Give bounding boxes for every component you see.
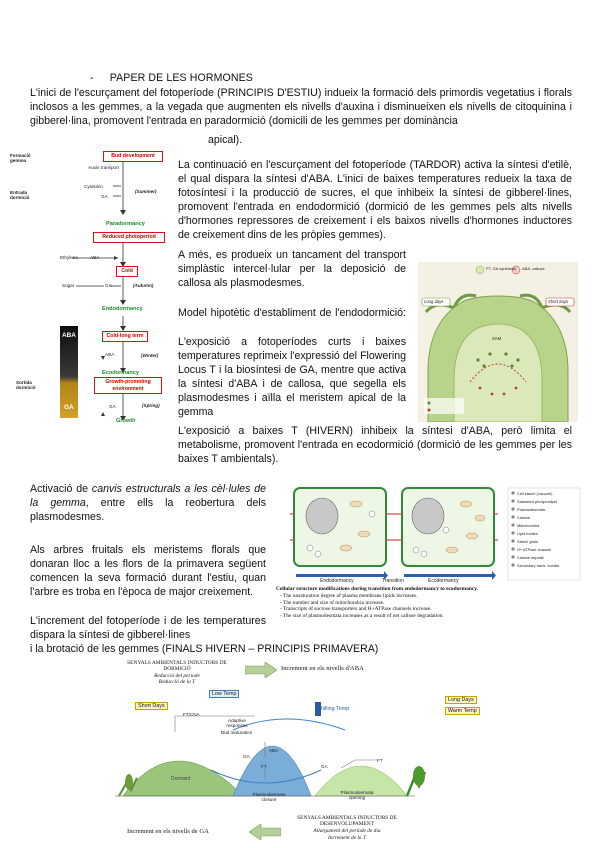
fig4-bottom-arrow (249, 824, 281, 840)
fig4-dormant-label: Dormant (171, 776, 191, 782)
cell-label-ecodormancy: Ecodormancy (428, 578, 459, 584)
fig4-ft-mid: FT/CNA (183, 712, 200, 717)
fig4-long-days: Long Days (445, 696, 477, 704)
bud-left-label: Long days (424, 299, 444, 304)
fig4-bottom-sub2: Increment de la T (328, 835, 366, 841)
box-reduced-photoperiod: Reduced photoperiod (93, 232, 165, 243)
paragraph-2: La continuació en l'escurçament del fotoperíode (TARDOR) activa la síntesi d'etilè, el qual dispara la síntesi d'ABA. L'inici de baixes temperatures redueix la taxa de fotosíntesi i la producció de sucres, el que inhibeix la síntesi de gibberel·lines, promovent l'entrada en endodormició (dormició de les gemmes pels alts nivells d'hormones repressores de creixement i els baixos nivells d'hormones inductores de creixement dins de les pròpies gemmes). (178, 159, 572, 242)
cell-legend-item: Mitochondria (517, 523, 540, 528)
label-aba-2: ABA (105, 352, 115, 357)
bud-sam-label: SAM (492, 336, 502, 341)
cell-label-endodormancy: Endodormancy (320, 578, 354, 584)
cell-legend-item: Plasmodesmata (517, 507, 545, 512)
cell-label-transition: Transition (382, 578, 404, 584)
label-summer: (Summer) (135, 189, 157, 194)
paragraph-8b: i la brotació de les gemmes (FINALS HIVERN – PRINCIPIS PRIMAVERA) (30, 643, 379, 655)
ga-bar-label: GA (64, 404, 74, 411)
fig4-aba: ABA (269, 748, 279, 753)
label-auxin-transport: Auxin transport (88, 165, 119, 170)
label-ga-1: GA (101, 194, 108, 199)
box-cold-long-term: Cold-long term (102, 331, 148, 342)
cell-legend-item: H+ ATPase channel (517, 547, 552, 552)
cell-legend-item: Lipid bodies (517, 531, 538, 536)
fig4-ft-right: FT (377, 758, 383, 763)
bud-right-label: Short days (548, 299, 569, 304)
label-growth: Growth (116, 418, 136, 424)
fig4-ga-left: GA (243, 754, 250, 759)
aba-bar-label: ABA (62, 332, 76, 339)
label-sortida-dormicio: Sortida dormició (16, 380, 36, 391)
section-heading (90, 71, 350, 85)
label-endodormancy: Endodormancy (102, 306, 143, 312)
cell-caption (276, 586, 582, 620)
box-growth-promoting: Growth-promoting environment (94, 377, 162, 394)
dormancy-flowchart (8, 148, 178, 430)
label-sugar: Sugar (62, 283, 75, 288)
label-paradormancy: Paradormancy (106, 221, 145, 227)
fig4-bottom-arrow-text: Increment en els nivells de GA (127, 828, 209, 835)
fig4-top-sub2: Reducció de la T (158, 679, 196, 685)
cell-structure-figure (276, 484, 582, 586)
fig4-short-days: Short Days (135, 702, 168, 710)
fig4-plasmo-opening: Plasmodesmata opening (340, 790, 374, 801)
fig4-chilling-temp: Chilling Temp (317, 706, 350, 712)
fig4-plasmo-closure: Plasmodesmata closure (252, 792, 286, 803)
label-winter: (Winter) (141, 353, 159, 358)
paragraph-4: L'exposició a fotoperíodes curts i baixes temperatures reprimeix l'expressió del Flowering Locus T i la biosíntesi de GA, mentre que activa la síntesi d'ABA i de callosa, que segella els plasmodesmes i aïlla el meristem apical de la gemma (178, 336, 406, 419)
fig4-cycle-drawing (115, 686, 525, 810)
bud-legend-2: ABA, callose (522, 266, 545, 271)
paragraph-5: L'exposició a baixes T (HIVERN) inhibeix la síntesi d'ABA, però limita el metabolisme, promovent l'entrada en ecodormició (dormició de les gemmes per les baixes T ambientals). (178, 425, 572, 466)
label-cytokinin: Cytokinin (84, 184, 103, 189)
cell-legend-item: Cell starch (vacuole) (517, 491, 553, 496)
fig4-low-temp: Low Temp (209, 690, 239, 698)
fig4-bud-maturation: Bud maturation (221, 730, 253, 735)
cell-legend-item: Callose deposit (517, 555, 544, 560)
fig4-adaptive: Adaptive responses (226, 718, 248, 729)
label-ga-2: GA (105, 283, 112, 288)
paragraph-3: A més, es produeix un tancament del transport simplàstic intercel·lular per la deposició de callosa als plasmodesmes. (178, 249, 406, 290)
seasonal-cycle-figure (115, 660, 525, 848)
label-ethylene: Ethylene (60, 255, 78, 260)
cell-legend (517, 490, 581, 570)
heading-bullet: - (90, 72, 94, 84)
label-ga-3: GA (109, 404, 116, 409)
fig4-top-title: SENYALS AMBIENTALS INDUCTORS DE DORMICIÓ (127, 660, 227, 673)
paragraph-4-title: Model hipotètic d'establiment de l'endodormició: (178, 307, 406, 319)
fig4-ft-left: FT (261, 764, 267, 769)
fig4-bottom-sub1: Allargament del període de dia (313, 828, 381, 834)
paragraph-7: Als arbres fruitals els meristems florals que donaran lloc a les flors de la primavera següent comencen la seva formació durant l'estiu, quan l'arbre es troba en l'època de major creixement. (30, 544, 266, 599)
bud-apex-drawing (418, 262, 578, 422)
cell-caption-line: - Transcripts of sucrose transporters and H+ATPase channels increase. (280, 606, 432, 613)
fig4-top-arrow (245, 662, 277, 678)
fig4-top-sub1: Reducció del període (154, 673, 200, 679)
fig4-bottom-title: SENYALS AMBIENTALS INDUCTORS DE DESENVOLUPAMENT (297, 815, 397, 828)
cell-caption-line: - The number and size of mitochondria increase. (280, 599, 385, 606)
label-formacio-gemma: Formació gemma (10, 153, 31, 164)
cell-legend-item: Starch grain (517, 539, 538, 544)
cell-legend-item: Callose (517, 515, 530, 520)
paragraph-6-b: canvis estructurals a les cèl·lules de la gemma (30, 483, 267, 510)
label-autumn: (Autumn) (133, 283, 154, 288)
label-ecodormancy: Ecodormancy (102, 370, 139, 376)
fig4-warm-temp: Warm Temp (445, 707, 480, 715)
paragraph-1: L'inici de l'escurçament del fotoperíode (PRINCIPIS D'ESTIU) indueix la formació dels primordis vegetatius i florals inclosos a les gemmes, a la vegada que augmenten els nivells d'auxina i disminueixen els nivells de citoquinina i gibberel·lina, promovent l'entrada en paradormició (domicili de les gemmes per dominància (30, 87, 572, 128)
cell-legend-item: Saturated phospholipid (517, 499, 557, 504)
label-aba-1: ABA (90, 255, 100, 260)
box-cold: Cold (116, 266, 138, 277)
heading-text: PAPER DE LES HORMONES (109, 72, 253, 84)
paragraph-6-a: Activació de (30, 483, 92, 495)
label-spring: (Spring) (142, 403, 160, 408)
paragraph-6 (30, 482, 266, 524)
cell-caption-title: Cellular structure modifications during transition from endodormancy to ecodormancy. (276, 586, 478, 592)
cell-caption-line: - The unsaturation degree of plasma membrane lipids increases. (280, 592, 418, 599)
cell-caption-line: - The size of plasmodesmata increases as a result of net callose degradation. (280, 613, 444, 620)
bud-legend-1: FT, GA synthesis (486, 266, 517, 271)
paragraph-6-c: , entre ells la reobertura dels plasmodesmes. (30, 497, 266, 524)
paragraph-1-end: apical). (208, 134, 243, 146)
bud-apex-diagram (418, 262, 578, 422)
fig4-top-arrow-text: Increment en els nivells d'ABA (281, 665, 364, 672)
paragraph-8a: L'increment del fotoperíode i de les temperatures dispara la síntesi de gibberel·lines (30, 615, 266, 642)
fig4-ga-right: GA (321, 764, 328, 769)
label-entrada-dormicio: Entrada dormició (10, 190, 30, 201)
cell-legend-item: Secondary trans. bundle (517, 563, 560, 568)
box-bud-development: Bud development (103, 151, 163, 162)
